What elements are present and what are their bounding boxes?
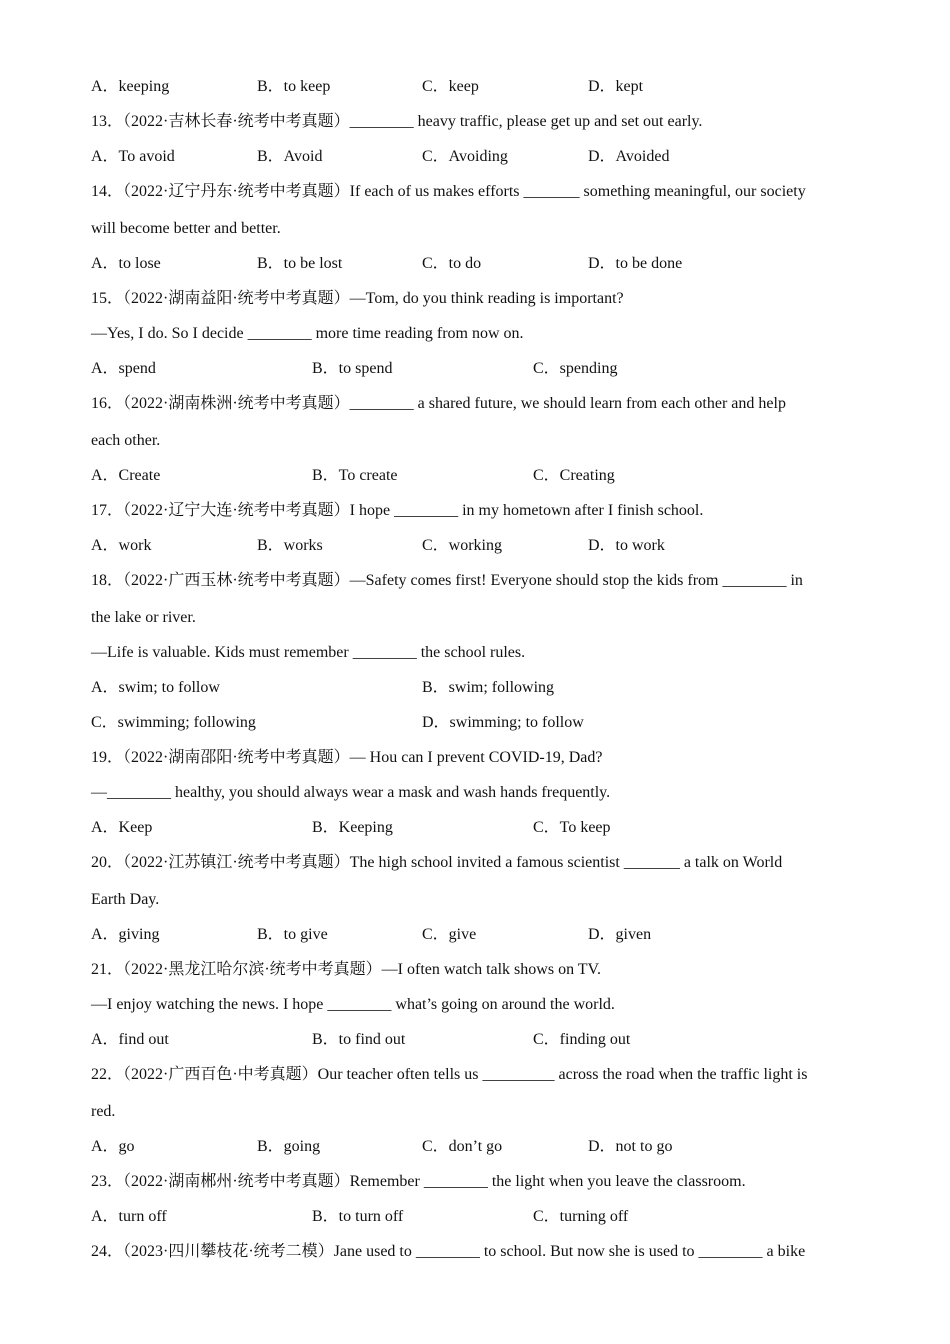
answer-option: A．To avoid (91, 148, 175, 165)
answer-option: A．swim; to follow (91, 679, 220, 696)
answer-option: C．turning off (533, 1208, 629, 1225)
answer-option: B．works (257, 537, 323, 554)
answer-option: D．Avoided (588, 148, 670, 165)
answer-option: A．go (91, 1138, 135, 1155)
answer-option: D．to work (588, 537, 665, 554)
answer-option: A．Keep (91, 819, 153, 836)
answer-option: B．to give (257, 926, 328, 943)
answer-option: D．swimming; to follow (422, 714, 584, 731)
answer-option: A．spend (91, 360, 156, 377)
answer-option: B．swim; following (422, 679, 555, 696)
question-text-line: —________ healthy, you should always wear a mask and wash hands frequently. (91, 784, 611, 801)
question-text-line: —Life is valuable. Kids must remember ________ the school rules. (91, 644, 526, 661)
question-text-line: each other. (91, 432, 161, 449)
answer-option: C．to do (422, 255, 482, 272)
answer-option: B．To create (312, 467, 398, 484)
answer-option: C．finding out (533, 1031, 631, 1048)
question-text-line: —I enjoy watching the news. I hope ________ what’s going on around the world. (91, 996, 615, 1013)
answer-option: C．don’t go (422, 1138, 503, 1155)
answer-option: D．not to go (588, 1138, 673, 1155)
answer-option: C．swimming; following (91, 714, 256, 731)
answer-option: A．turn off (91, 1208, 167, 1225)
answer-option: C．working (422, 537, 503, 554)
question-text-line: 23．（2022·湖南郴州·统考中考真题）Remember ________ the light when you leave the classroom. (91, 1173, 746, 1190)
question-text-line: Earth Day. (91, 891, 160, 908)
question-text-line: —Yes, I do. So I decide ________ more time reading from now on. (91, 325, 524, 342)
question-text-line: 17．（2022·辽宁大连·统考中考真题）I hope ________ in my hometown after I finish school. (91, 502, 704, 519)
answer-option: A．find out (91, 1031, 169, 1048)
answer-option: B．to turn off (312, 1208, 404, 1225)
answer-option: B．going (257, 1138, 321, 1155)
question-text-line: will become better and better. (91, 220, 281, 237)
answer-option: C．Creating (533, 467, 615, 484)
answer-option: C．spending (533, 360, 618, 377)
question-text-line: red. (91, 1103, 116, 1120)
answer-option: C．To keep (533, 819, 611, 836)
answer-option: C．Avoiding (422, 148, 508, 165)
answer-option: A．work (91, 537, 152, 554)
question-text-line: 22．（2022·广西百色·中考真题）Our teacher often tells us _________ across the road when the traffic light is (91, 1066, 808, 1083)
answer-option: B．to spend (312, 360, 393, 377)
question-text-line: 15．（2022·湖南益阳·统考中考真题）—Tom, do you think reading is important? (91, 290, 624, 307)
answer-option: B．to find out (312, 1031, 406, 1048)
answer-option: D．kept (588, 78, 644, 95)
question-text-line: the lake or river. (91, 609, 196, 626)
answer-option: A．to lose (91, 255, 161, 272)
answer-option: B．to be lost (257, 255, 343, 272)
question-text-line: 21．（2022·黑龙江哈尔滨·统考中考真题）—I often watch talk shows on TV. (91, 961, 602, 978)
answer-option: D．given (588, 926, 652, 943)
question-text-line: 20．（2022·江苏镇江·统考中考真题）The high school invited a famous scientist _______ a talk on World (91, 854, 783, 871)
question-text-line: 13．（2022·吉林长春·统考中考真题）________ heavy traffic, please get up and set out early. (91, 113, 703, 130)
answer-option: D．to be done (588, 255, 683, 272)
question-text-line: 19．（2022·湖南邵阳·统考中考真题）— Hou can I prevent COVID-19, Dad? (91, 749, 603, 766)
answer-option: A．keeping (91, 78, 170, 95)
answer-option: B．Avoid (257, 148, 323, 165)
answer-option: C．keep (422, 78, 479, 95)
question-text-line: 14．（2022·辽宁丹东·统考中考真题）If each of us makes efforts _______ something meaningful, our society (91, 183, 806, 200)
question-text-line: 18．（2022·广西玉林·统考中考真题）—Safety comes first! Everyone should stop the kids from ________ in (91, 572, 803, 589)
answer-option: A．giving (91, 926, 160, 943)
answer-option: A．Create (91, 467, 161, 484)
answer-option: C．give (422, 926, 477, 943)
answer-option: B．to keep (257, 78, 331, 95)
answer-option: B．Keeping (312, 819, 393, 836)
question-text-line: 24．（2023·四川攀枝花·统考二模）Jane used to ________ to school. But now she is used to ________ a bike (91, 1243, 806, 1260)
question-text-line: 16．（2022·湖南株洲·统考中考真题）________ a shared future, we should learn from each other and help (91, 395, 786, 412)
